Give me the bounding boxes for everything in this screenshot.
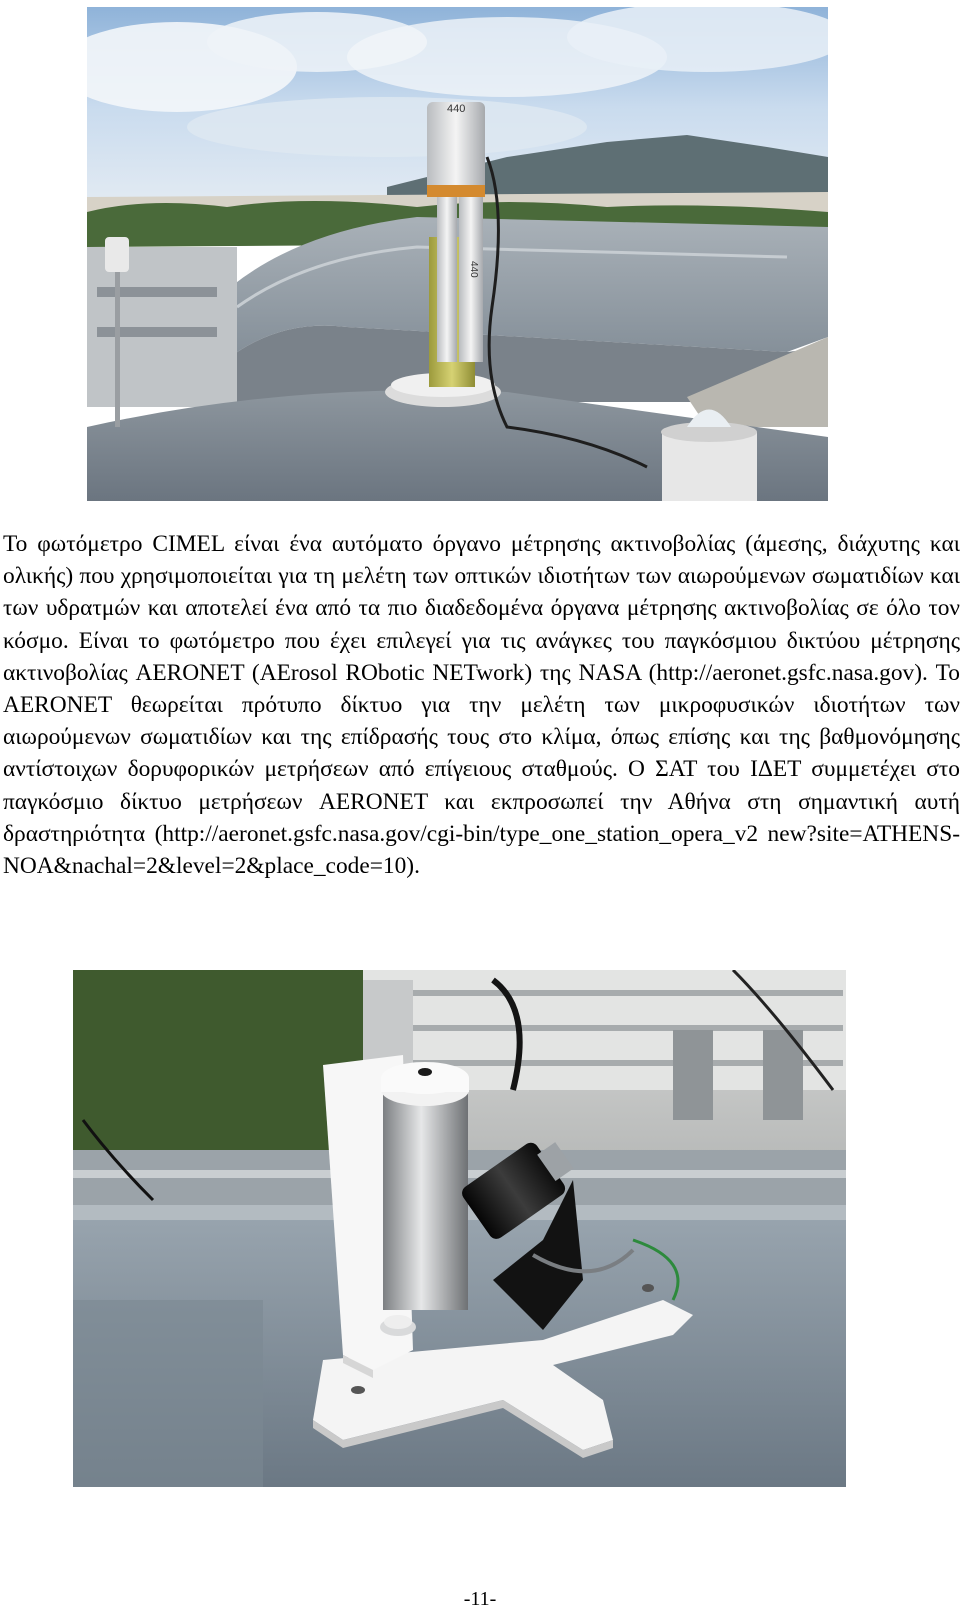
photometer-label-top: 440 xyxy=(447,103,466,115)
page-number: -11- xyxy=(463,1588,497,1610)
photometer-label-side: 440 xyxy=(468,261,479,278)
body-paragraph: Το φωτόμετρο CIMEL είναι ένα αυτόματο όργανο μέτρησης ακτινοβολίας (άμεσης, διάχυτης και ολικής) που χρησιμοποιείται για τη μελέτη των οπτικών ιδιοτήτων των αιωρούμενων σωματιδίων και των υδρατμών και αποτελεί ένα από τα πιο διαδεδομένα όργανα μέτρησης ακτινοβολίας σε όλο τον κόσμο. Είναι το φωτόμετρο που έχει επιλεγεί για τις ανάγκες του παγκόσμιου δικτύου μέτρησης ακτινοβολίας AERONET (AErosol RObotic NETwork) της NASA (http://aeronet.gsfc.nasa.gov). Το AERONET θεωρείται πρότυπο δίκτυο για την μελέτη των μικροφυσικών ιδιοτήτων των αιωρούμενων σωματιδίων και της επίδρασής τους στο κλίμα, όπως επίσης και της βαθμονόμησης αντίστοιχων δορυφορικών μετρήσεων από επίγειους σταθμούς. Ο ΣΑΤ του ΙΔΕΤ συμμετέχει στο παγκόσμιο δίκτυο μετρήσεων AERONET και εκπροσωπεί την Αθήνα στη σημαντική αυτή δραστηριότητα (http://aeronet.gsfc.nasa.gov/cgi-bin/type_one_station_opera_v2 new?site=ATHENS-NOA&nachal=2&level=2&place_code=10). xyxy=(3,531,960,880)
radiometer-mount-image xyxy=(73,970,846,1487)
radiometer-mount-photo xyxy=(73,970,846,1487)
rooftop-photometer-image xyxy=(87,7,828,501)
rooftop-photometer-photo xyxy=(87,7,828,501)
